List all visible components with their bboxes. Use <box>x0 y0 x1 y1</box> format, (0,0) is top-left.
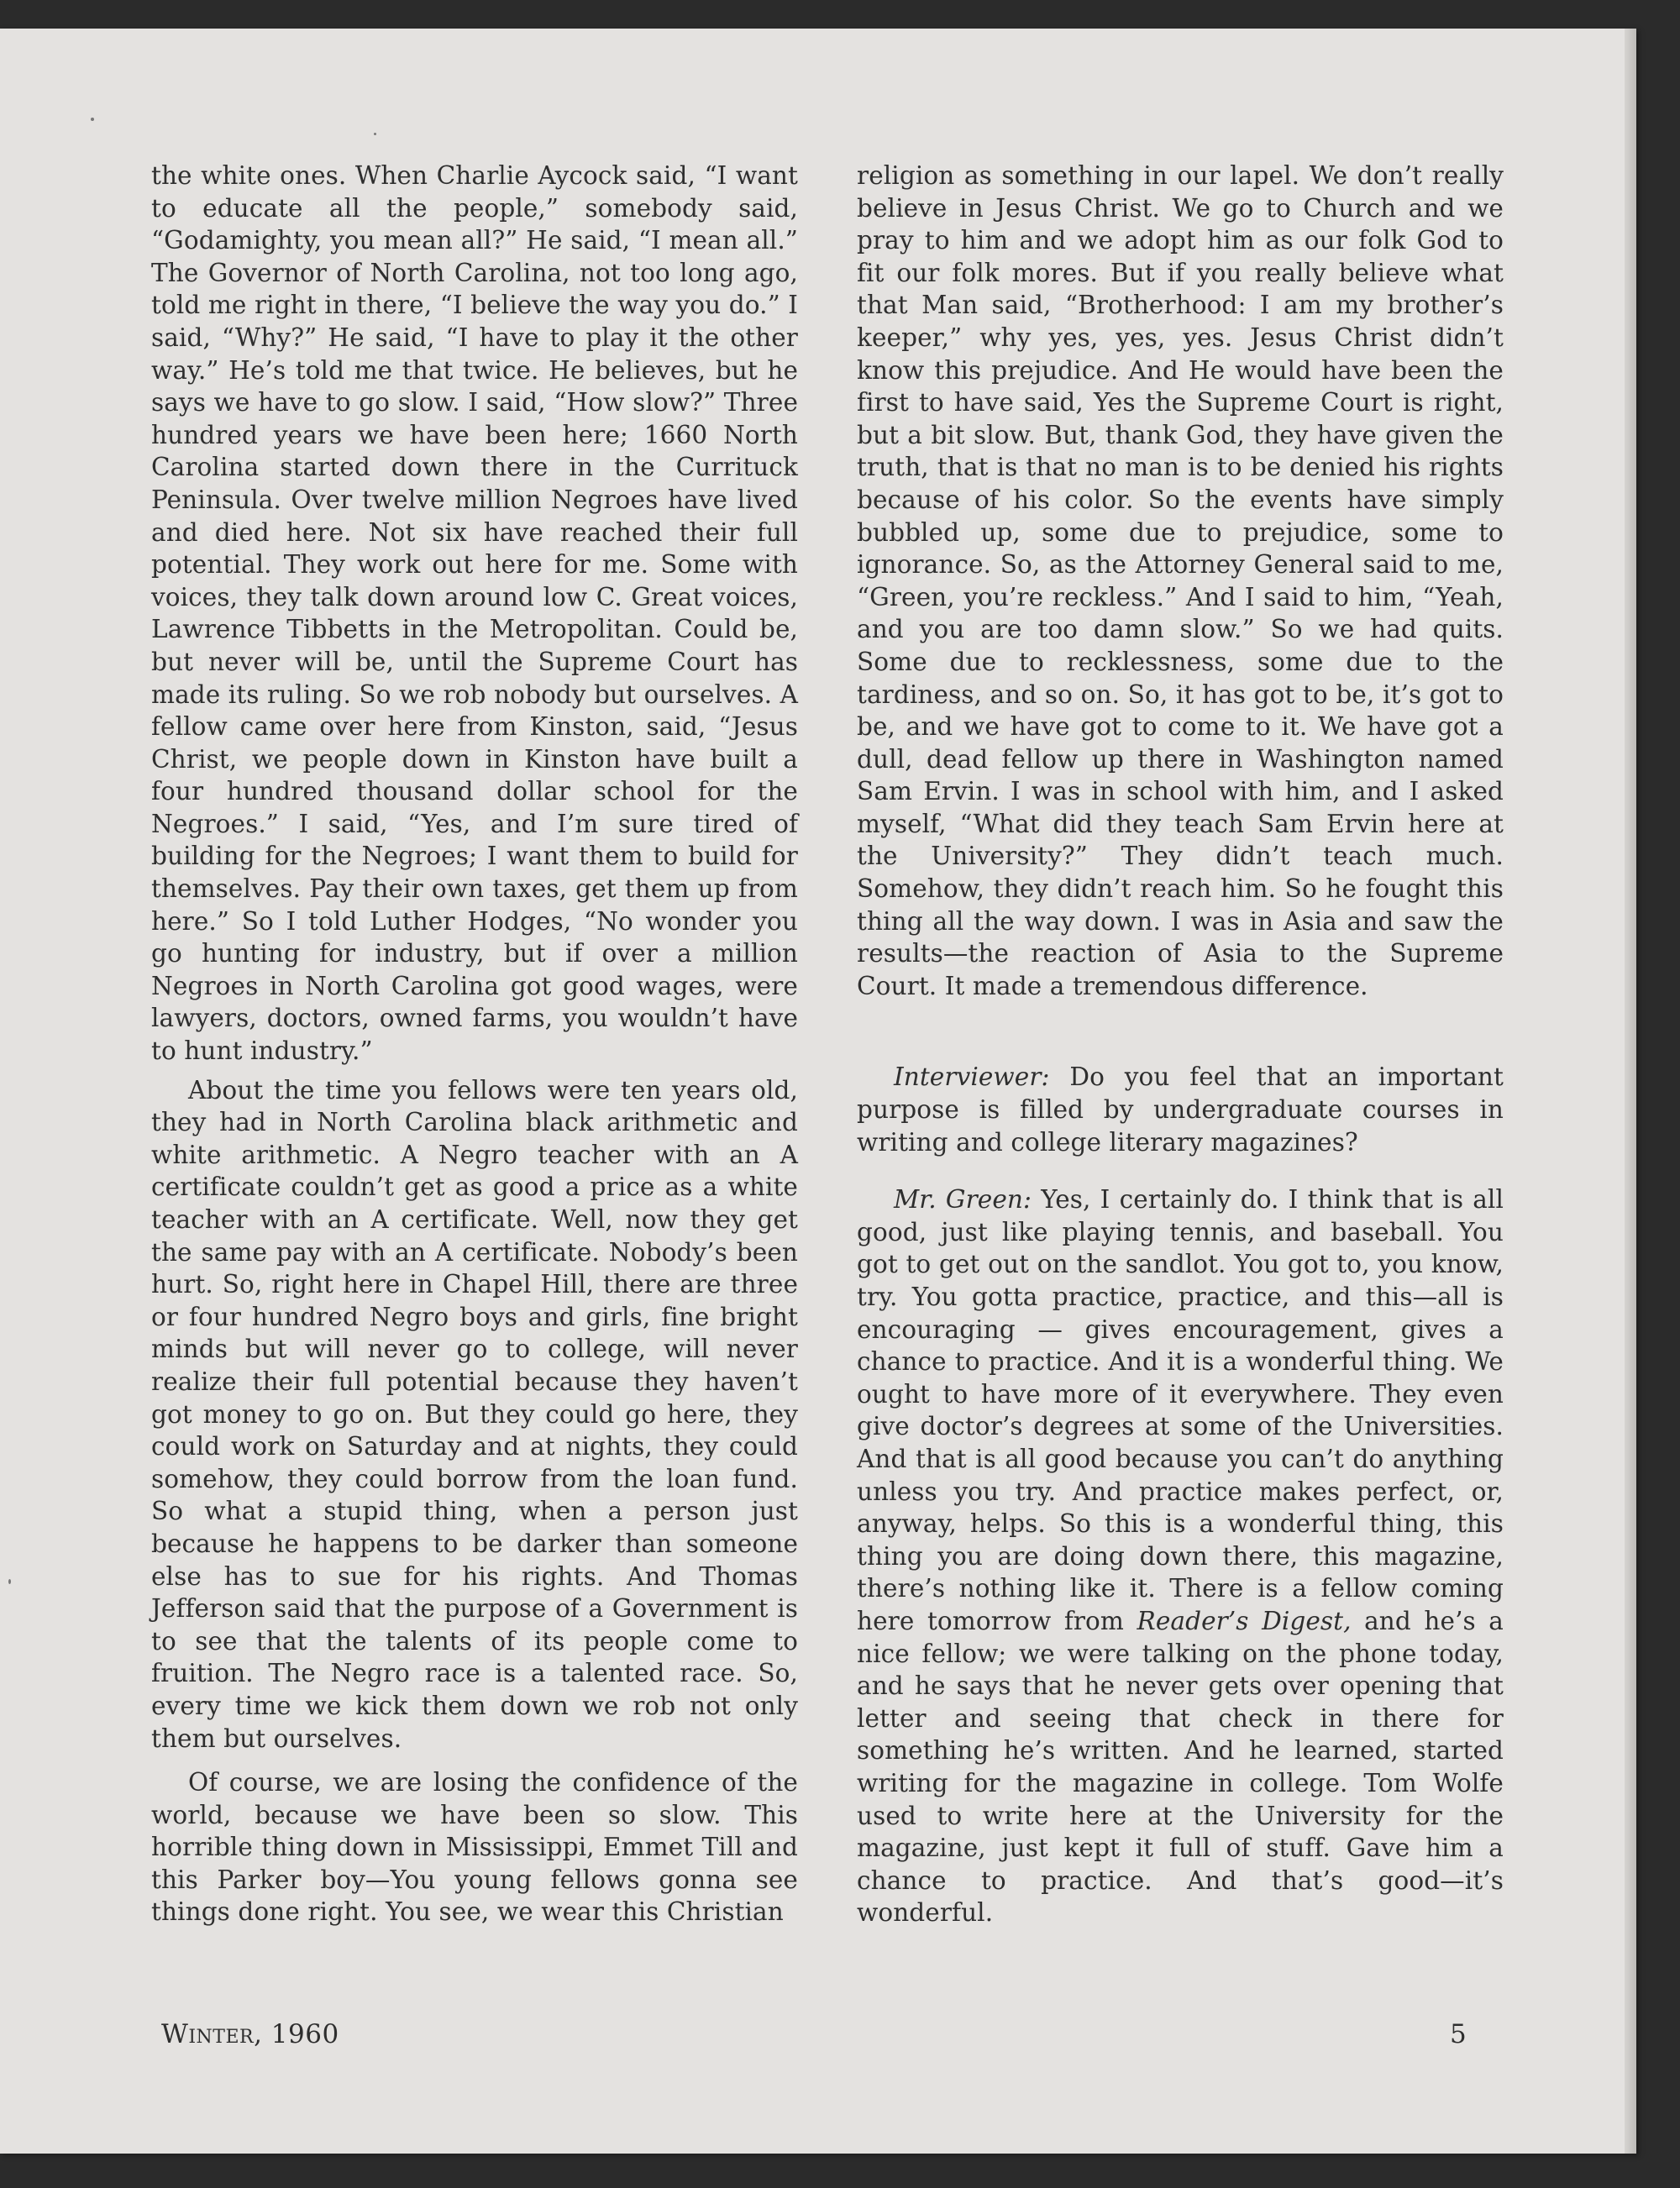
question-text: Do you feel that an important purpose is filled by undergraduate courses in writing and college literary magazines? <box>857 1063 1504 1157</box>
magazine-title: Reader’s Digest, <box>1137 1606 1352 1635</box>
paragraph: About the time you fellows were ten years old, they had in North Carolina black arithmetic and white arithmetic. A Negro teacher with an A certificate couldn’t get as good a price as a white teacher with an A certificate. Well, now they get the same pay with an A certificate. Nobody’s been hurt. So, right here in Chapel Hill, there are three or four hundred Negro boys and girls, fine bright minds but will never go to college, will never realize their full potential because they haven’t got money to go on. But they could go here, they could work on Saturday and at nights, they could somehow, they could borrow from the loan fund. So what a stupid thing, when a person just because he happens to be darker than someone else has to sue for his rights. And Thomas Jefferson said that the purpose of a Government is to see that the talents of its people come to fruition. The Negro race is a talented race. So, every time we kick them down we rob not only them but ourselves. <box>151 1075 798 1753</box>
answer-text: Yes, I certainly do. I think that is all good, just like playing tennis, and baseball. You got to get out on the sandlot. You got to, you know, try. You gotta practice, practice, and this—all is encouraging — gives encouragement, gives a chance to practice. And it is a wonderful thing. We ought to have more of it everywhere. They even give doctor’s degrees at some of the Universities. And that is all good because you can’t do anything unless you try. And practice makes perfect, or, anyway, helps. So this is a wonderful thing, this thing you are doing down there, this magazine, there’s nothing like it. There is a fellow coming here tomorrow from <box>857 1185 1504 1635</box>
paper-speck <box>91 118 94 121</box>
paper-speck <box>8 1579 11 1584</box>
right-column <box>857 160 1504 1929</box>
paragraph: Of course, we are losing the confidence of the world, because we have been so slow. This horrible thing down in Mississippi, Emmet Till and this Parker boy—You young fellows gonna see things done right. You see, we wear this Christian <box>151 1768 798 1927</box>
interview-answer <box>857 1183 1504 1929</box>
answer-text: and he’s a nice fellow; we were talking on the phone today, and he says that he never gets over opening that letter and seeing that check in there for something he’s written. And he learned, started writing for the magazine in college. Tom Wolfe used to write here at the University for the magazine, just kept it full of stuff. Gave him a chance to practice. And that’s good—it’s wonderful. <box>857 1606 1504 1928</box>
issue-label: Winter, 1960 <box>161 2019 339 2049</box>
interview-question <box>857 1061 1504 1158</box>
speaker-label: Mr. Green: <box>894 1185 1032 1215</box>
paragraph: religion as something in our lapel. We don’t really believe in Jesus Christ. We go to Church and we pray to him and we adopt him as our folk God to fit our folk mores. But if you really believe what that Man said, “Brotherhood: I am my brother’s keeper,” why yes, yes, yes. Jesus Christ didn’t know this prejudice. And He would have been the first to have said, Yes the Supreme Court is right, but a bit slow. But, thank God, they have given the truth, that is that no man is to be denied his rights because of his color. So the events have simply bubbled up, some due to prejudice, some to ignorance. So, as the Attorney General said to me, “Green, you’re reckless.” And I said to him, “Yeah, and you are too damn slow.” So we had quits. Some due to recklessness, some due to the tardiness, and so on. So, it has got to be, it’s got to be, and we have got to come to it. We have got a dull, dead fellow up there in Washington named Sam Ervin. I was in school with him, and I asked myself, “What did they teach Sam Ervin here at the University?” They didn’t teach much. Somehow, they didn’t reach him. So he fought this thing all the way down. I was in Asia and saw the results—the reaction of Asia to the Supreme Court. It made a tremendous difference. <box>857 161 1504 1000</box>
page-number: 5 <box>1450 2019 1467 2049</box>
paper-speck <box>374 133 376 135</box>
paragraph: the white ones. When Charlie Aycock said, “I want to educate all the people,” somebody said, “Godamighty, you mean all?” He said, “I mean all.” The Governor of North Carolina, not too long ago, told me right in there, “I believe the way you do.” I said, “Why?” He said, “I have to play it the other way.” He’s told me that twice. He believes, but he says we have to go slow. I said, “How slow?” Three hundred years we have been here; 1660 North Carolina started down there in the Currituck Peninsula. Over twelve million Negroes have lived and died here. Not six have reached their full potential. They work out here for me. Some with voices, they talk down around low C. Great voices, Lawrence Tibbetts in the Metropolitan. Could be, but never will be, until the Supreme Court has made its ruling. So we rob nobody but ourselves. A fellow came over here from Kinston, said, “Jesus Christ, we people down in Kinston have built a four hundred thousand dollar school for the Negroes.” I said, “Yes, and I’m sure tired of building for the Negroes; I want them to build for themselves. Pay their own taxes, get them up from here.” So I told Luther Hodges, “No wonder you go hunting for industry, but if over a million Negroes in North Carolina got good wages, were lawyers, doctors, owned farms, you wouldn’t have to hunt industry.” <box>151 161 798 1066</box>
speaker-label: Interviewer: <box>894 1063 1050 1092</box>
page-edge <box>1625 29 1636 2154</box>
magazine-page <box>0 29 1636 2154</box>
left-column <box>151 160 798 1928</box>
